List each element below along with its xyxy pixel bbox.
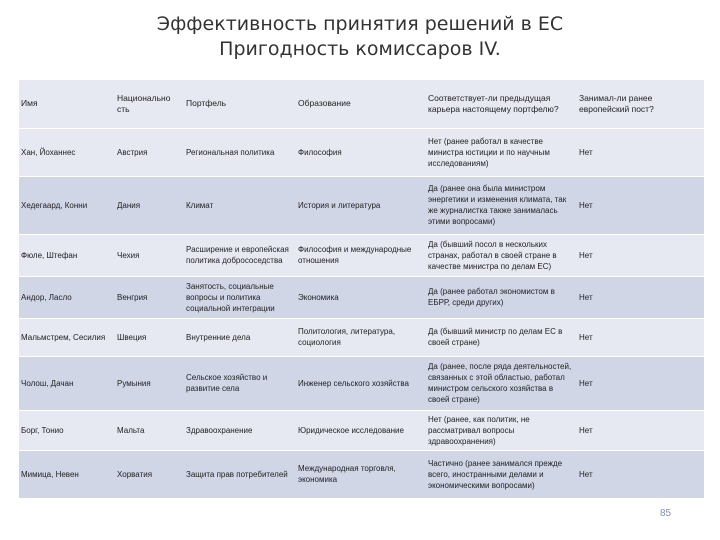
cell-previous-eu-post: Нет	[577, 176, 704, 234]
cell-name: Фюле, Штефан	[19, 234, 115, 276]
cell-nationality: Чехия	[115, 234, 184, 276]
cell-career-match: Да (бывший посол в нескольких странах, работал в своей стране в качестве министра по делам ЕС)	[426, 234, 577, 276]
header-name: Имя	[19, 80, 115, 128]
cell-portfolio: Защита прав потребителей	[184, 450, 296, 498]
cell-portfolio: Региональная политика	[184, 128, 296, 176]
cell-nationality: Австрия	[115, 128, 184, 176]
table-row	[19, 276, 704, 318]
header-portfolio: Портфель	[184, 80, 296, 128]
cell-portfolio: Расширение и европейская политика добрососедства	[184, 234, 296, 276]
cell-education: Экономика	[296, 276, 426, 318]
cell-name: Хедегаард, Конни	[19, 176, 115, 234]
title-line-2: Пригодность комиссаров IV.	[219, 38, 501, 60]
cell-career-match: Да (ранее работал экономистом в ЕБРР, среди других)	[426, 276, 577, 318]
cell-previous-eu-post: Нет	[577, 318, 704, 356]
cell-education: Политология, литература, социология	[296, 318, 426, 356]
cell-name: Мальмстрем, Сесилия	[19, 318, 115, 356]
commissioners-table	[19, 80, 704, 499]
cell-education: Международная торговля, экономика	[296, 450, 426, 498]
cell-education: Инженер сельского хозяйства	[296, 356, 426, 410]
table-row	[19, 176, 704, 234]
cell-previous-eu-post: Нет	[577, 128, 704, 176]
cell-nationality: Швеция	[115, 318, 184, 356]
cell-previous-eu-post: Нет	[577, 234, 704, 276]
cell-career-match: Да (ранее она была министром энергетики и изменения климата, так же журналистка также занималась этими вопросами)	[426, 176, 577, 234]
cell-education: История и литература	[296, 176, 426, 234]
header-previous-eu-post: Занимал-ли ранее европейский пост?	[577, 80, 704, 128]
title-line-1: Эффективность принятия решений в ЕС	[156, 13, 564, 35]
cell-nationality: Венгрия	[115, 276, 184, 318]
cell-name: Мимица, Невен	[19, 450, 115, 498]
cell-nationality: Дания	[115, 176, 184, 234]
cell-portfolio: Внутренние дела	[184, 318, 296, 356]
cell-previous-eu-post: Нет	[577, 450, 704, 498]
cell-education: Философия и международные отношения	[296, 234, 426, 276]
slide-title	[0, 12, 720, 62]
table-row	[19, 410, 704, 450]
table-row	[19, 128, 704, 176]
cell-name: Хан, Йоханнес	[19, 128, 115, 176]
cell-portfolio: Здравоохранение	[184, 410, 296, 450]
header-career-match: Соответствует-ли предыдущая карьера настоящему портфелю?	[426, 80, 577, 128]
cell-name: Андор, Ласло	[19, 276, 115, 318]
cell-name: Чолош, Дачан	[19, 356, 115, 410]
cell-education: Философия	[296, 128, 426, 176]
cell-career-match: Нет (ранее работал в качестве министра юстиции и по научным исследованиям)	[426, 128, 577, 176]
cell-previous-eu-post: Нет	[577, 276, 704, 318]
cell-name: Борг, Тонио	[19, 410, 115, 450]
slide-number: 85	[660, 508, 672, 519]
cell-career-match: Да (бывший министр по делам ЕС в своей стране)	[426, 318, 577, 356]
header-nationality: Национально сть	[115, 80, 184, 128]
table-row	[19, 356, 704, 410]
table-row	[19, 234, 704, 276]
cell-career-match: Частично (ранее занимался прежде всего, иностранными делами и экономическими вопросами)	[426, 450, 577, 498]
table-row	[19, 318, 704, 356]
table-header-row	[19, 80, 704, 128]
cell-previous-eu-post: Нет	[577, 410, 704, 450]
cell-education: Юридическое исследование	[296, 410, 426, 450]
cell-portfolio: Занятость, социальные вопросы и политика социальной интеграции	[184, 276, 296, 318]
cell-nationality: Румыния	[115, 356, 184, 410]
cell-career-match: Нет (ранее, как политик, не рассматривал вопросы здравоохранения)	[426, 410, 577, 450]
cell-career-match: Да (ранее, после ряда деятельностей, связанных с этой областью, работал министром сельского хозяйства в своей стране)	[426, 356, 577, 410]
cell-nationality: Хорватия	[115, 450, 184, 498]
table-row	[19, 450, 704, 498]
cell-previous-eu-post: Нет	[577, 356, 704, 410]
cell-portfolio: Климат	[184, 176, 296, 234]
header-education: Образование	[296, 80, 426, 128]
cell-portfolio: Сельское хозяйство и развитие села	[184, 356, 296, 410]
cell-nationality: Мальта	[115, 410, 184, 450]
